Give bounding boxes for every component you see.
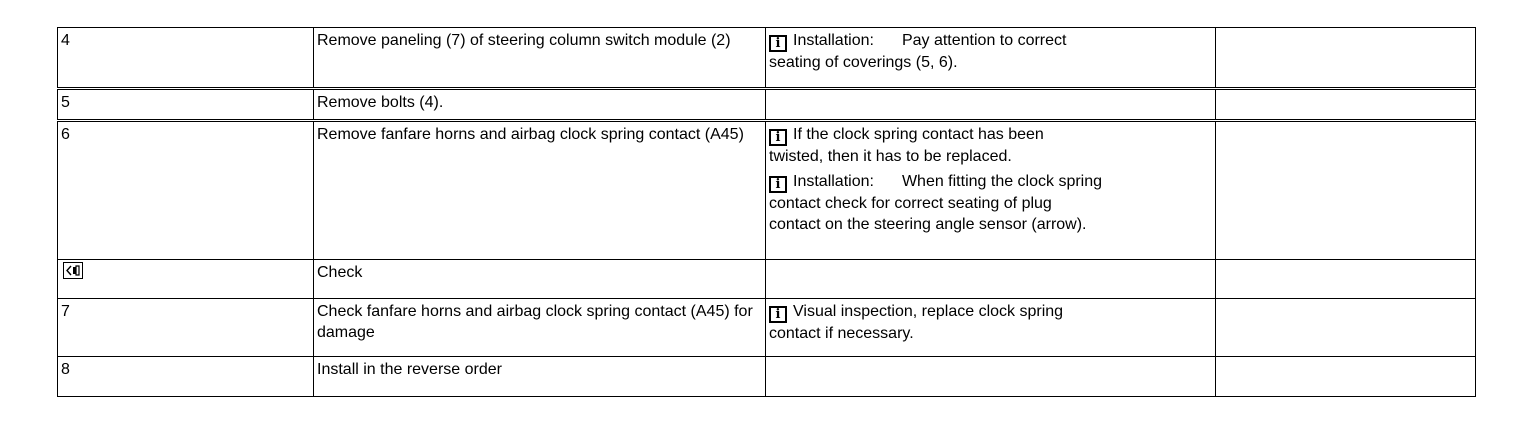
check-icon [63,262,83,279]
note-lead: Installation: [793,32,874,49]
note-text: When fitting the clock spring [901,173,1103,190]
step-number: 8 [58,357,314,397]
table-row [58,121,1476,260]
step-number: 5 [58,89,314,121]
note-text-cont: contact on the steering angle sensor (arrow). [769,216,1087,233]
note [769,124,1212,167]
table-row [58,89,1476,121]
note [769,171,1212,235]
step-notes [766,28,1216,89]
step-extra [1216,299,1476,357]
note-text: Visual inspection, replace clock spring [793,303,1064,320]
step-action: Remove paneling (7) of steering column switch module (2) [314,28,766,89]
step-action: Remove bolts (4). [314,89,766,121]
step-extra [1216,121,1476,260]
procedure-table [57,27,1476,397]
step-notes [766,260,1216,299]
info-icon: i [769,306,787,323]
info-icon: i [769,129,787,146]
step-extra [1216,357,1476,397]
note [769,30,1212,73]
step-extra [1216,89,1476,121]
note-text: Pay attention to correct [901,32,1067,49]
note-text-cont: contact if necessary. [769,325,914,342]
step-notes [766,299,1216,357]
table-row [58,260,1476,299]
step-action: Install in the reverse order [314,357,766,397]
step-action: Remove fanfare horns and airbag clock spring contact (A45) [314,121,766,260]
step-notes [766,357,1216,397]
step-notes [766,121,1216,260]
info-icon: i [769,35,787,52]
note-text-cont: twisted, then it has to be replaced. [769,148,1012,165]
step-extra [1216,28,1476,89]
note-text-cont: seating of coverings (5, 6). [769,54,958,71]
info-icon: i [769,176,787,193]
note-text-cont: contact check for correct seating of plug [769,195,1052,212]
step-extra [1216,260,1476,299]
note-lead: Installation: [793,173,874,190]
note [769,301,1212,344]
table-row [58,299,1476,357]
step-number: 4 [58,28,314,89]
step-action: Check [314,260,766,299]
note-text: If the clock spring contact has been [793,126,1044,143]
step-action: Check fanfare horns and airbag clock spring contact (A45) for damage [314,299,766,357]
table-row [58,28,1476,89]
step-notes [766,89,1216,121]
step-number: 7 [58,299,314,357]
step-number [58,260,314,299]
table-row [58,357,1476,397]
step-number: 6 [58,121,314,260]
